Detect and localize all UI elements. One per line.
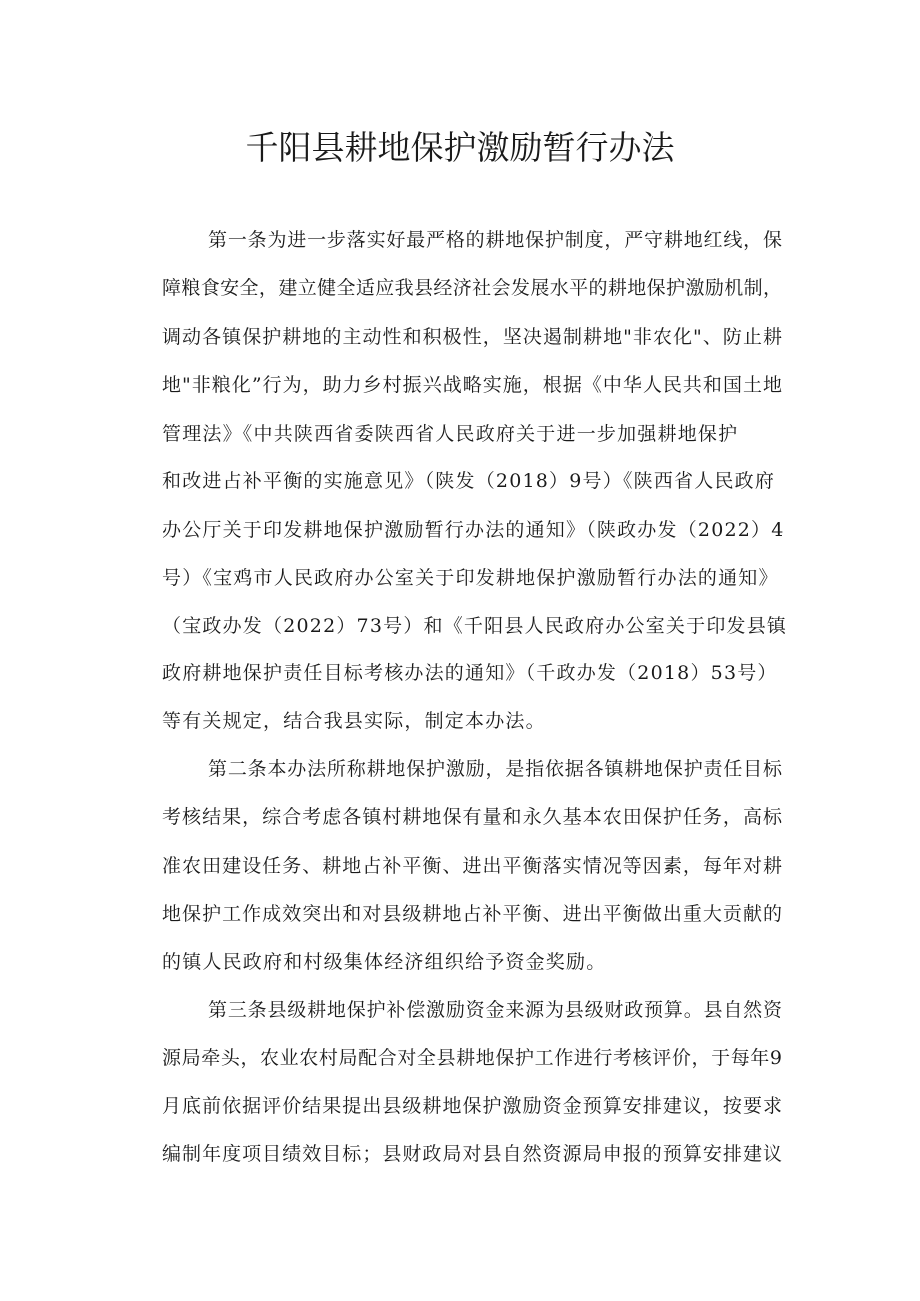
- document-title: 千阳县耕地保护激励暂行办法: [245, 128, 675, 167]
- article-2-line: 准农田建设任务、耕地占补平衡、进出平衡落实情况等因素，每年对耕: [162, 855, 782, 877]
- article-2-line: 考核结果，综合考虑各镇村耕地保有量和永久基本农田保护任务，高标: [162, 806, 782, 828]
- article-1-line: 办公厅关于印发耕地保护激励暂行办法的通知》（陕政办发（2022）4: [162, 519, 785, 541]
- article-2-line: 地保护工作成效突出和对县级耕地占补平衡、进出平衡做出重大贡献的: [162, 903, 782, 925]
- article-3-line: 源局牵头，农业农村局配合对全县耕地保护工作进行考核评价，于每年9: [162, 1047, 782, 1069]
- article-2-line: 的镇人民政府和村级集体经济组织给予资金奖励。: [162, 951, 607, 973]
- article-1-line: 号）《宝鸡市人民政府办公室关于印发耕地保护激励暂行办法的通知》: [162, 567, 779, 589]
- article-1-line: 和改进占补平衡的实施意见》（陕发（2018）9号）《陕西省人民政府: [162, 470, 776, 492]
- article-3-line: 月底前依据评价结果提出县级耕地保护激励资金预算安排建议，按要求: [162, 1095, 782, 1117]
- article-3-line: 第三条县级耕地保护补偿激励资金来源为县级财政预算。县自然资: [208, 999, 782, 1021]
- article-1-line: 障粮食安全，建立健全适应我县经济社会发展水平的耕地保护激励机制，: [162, 277, 782, 299]
- article-1-line: 调动各镇保护耕地的主动性和积极性，坚决遏制耕地"非农化"、防止耕: [162, 326, 782, 348]
- article-2-line: 第二条本办法所称耕地保护激励，是指依据各镇耕地保护责任目标: [208, 758, 782, 780]
- article-1-line: （宝政办发（2022）73号）和《千阳县人民政府办公室关于印发县镇: [162, 615, 788, 637]
- article-1-line: 等有关规定，结合我县实际，制定本办法。: [162, 710, 546, 732]
- article-1-line: 管理法》《中共陕西省委陕西省人民政府关于进一步加强耕地保护: [162, 423, 739, 445]
- article-1-line: 第一条为进一步落实好最严格的耕地保护制度，严守耕地红线，保: [208, 229, 782, 251]
- article-1-line: 政府耕地保护责任目标考核办法的通知》（千政办发（2018）53号）: [162, 662, 778, 684]
- article-1-line: 地"非粮化”行为，助力乡村振兴战略实施，根据《中华人民共和国土地: [162, 374, 782, 396]
- article-3-line: 编制年度项目绩效目标；县财政局对县自然资源局申报的预算安排建议: [162, 1143, 782, 1165]
